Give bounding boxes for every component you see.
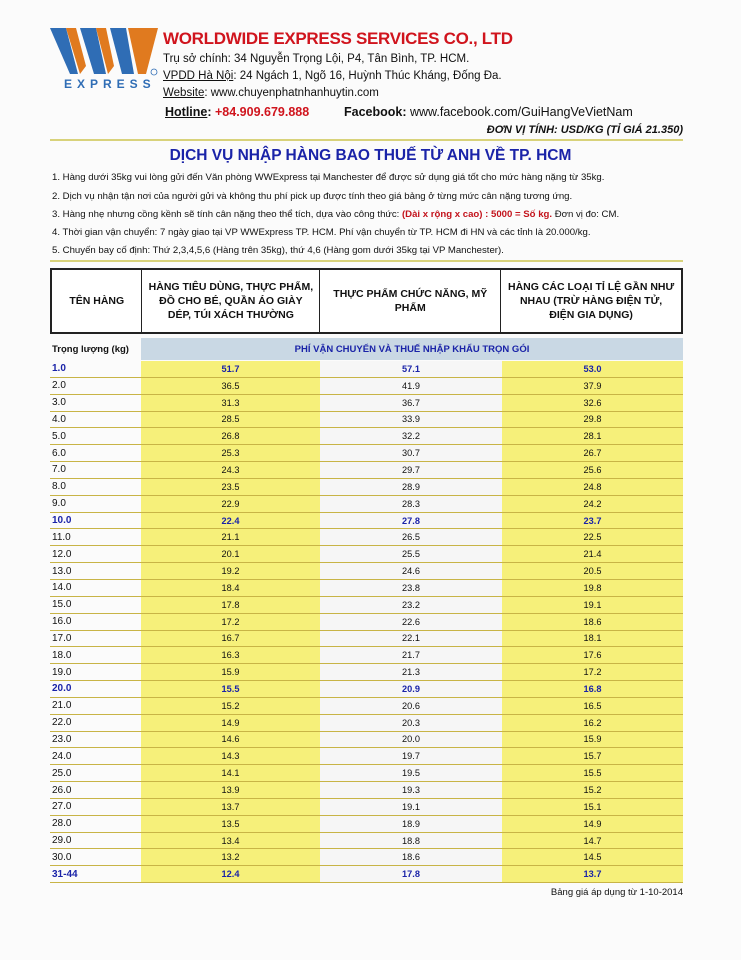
supplement-price-cell: 22.1 — [320, 631, 502, 647]
table-row — [50, 816, 683, 833]
table-row — [50, 546, 683, 563]
note-2: 2. Dịch vụ nhận tận nơi của người gửi và không thu phí pick up được tính theo giá bảng ở từng mức cân nặng tương ứng. — [52, 191, 573, 202]
supplement-price-cell: 25.5 — [320, 546, 502, 562]
weight-cell: 23.0 — [52, 733, 72, 745]
consumer-price-cell: 25.3 — [141, 445, 320, 461]
supplement-price-cell: 20.0 — [320, 732, 502, 748]
consumer-price-cell: 14.9 — [141, 715, 320, 731]
consumer-price-cell: 15.2 — [141, 698, 320, 714]
price-table-body — [50, 361, 683, 883]
consumer-price-cell: 16.3 — [141, 647, 320, 663]
weight-cell: 10.0 — [52, 515, 72, 527]
consumer-price-cell: 17.8 — [141, 597, 320, 613]
supplement-price-cell: 57.1 — [320, 361, 502, 377]
mixed-price-cell: 25.6 — [502, 462, 683, 478]
supplement-price-cell: 36.7 — [320, 395, 502, 411]
weight-cell: 6.0 — [52, 447, 66, 459]
weight-cell: 29.0 — [52, 835, 72, 847]
supplement-price-cell: 27.8 — [320, 513, 502, 529]
hotline-label: Hotline — [165, 105, 208, 119]
table-header — [50, 268, 683, 334]
mixed-price-cell: 20.5 — [502, 563, 683, 579]
table-row — [50, 395, 683, 412]
mixed-price-cell: 18.1 — [502, 631, 683, 647]
table-row — [50, 597, 683, 614]
supplement-price-cell: 19.1 — [320, 799, 502, 815]
note-1: 1. Hàng dưới 35kg vui lòng gửi đến Văn phòng WWExpress tại Manchester để được sử dụng giá tốt cho mức hàng nặng từ 35kg. — [52, 172, 605, 183]
consumer-price-cell: 17.2 — [141, 614, 320, 630]
table-row — [50, 445, 683, 462]
logo-wordmark: EXPRESS — [64, 77, 156, 91]
facebook-label: Facebook: — [344, 105, 407, 119]
facebook — [344, 105, 633, 119]
mixed-price-cell: 24.2 — [502, 496, 683, 512]
unit-note: ĐƠN VỊ TÍNH: USD/KG (TỈ GIÁ 21.350) — [486, 124, 683, 136]
supplement-price-cell: 18.9 — [320, 816, 502, 832]
website-link[interactable]: : www.chuyenphatnhanhuytin.com — [204, 87, 379, 99]
section-row — [50, 338, 683, 360]
supplement-price-cell: 20.6 — [320, 698, 502, 714]
consumer-price-cell: 22.9 — [141, 496, 320, 512]
table-row — [50, 412, 683, 429]
mixed-price-cell: 15.9 — [502, 732, 683, 748]
weight-cell: 1.0 — [52, 363, 66, 375]
table-row — [50, 361, 683, 378]
table-row — [50, 833, 683, 850]
table-row — [50, 563, 683, 580]
table-row — [50, 698, 683, 715]
weight-cell: 31-44 — [52, 868, 78, 880]
weight-cell: 27.0 — [52, 801, 72, 813]
consumer-price-cell: 19.2 — [141, 563, 320, 579]
consumer-price-cell: 15.5 — [141, 681, 320, 697]
mixed-price-cell: 15.2 — [502, 782, 683, 798]
supplement-price-cell: 41.9 — [320, 378, 502, 394]
hanoi-office — [163, 70, 502, 82]
mixed-price-cell: 21.4 — [502, 546, 683, 562]
mixed-price-cell: 15.5 — [502, 765, 683, 781]
mixed-price-cell: 15.1 — [502, 799, 683, 815]
weight-cell: 12.0 — [52, 548, 72, 560]
table-row — [50, 647, 683, 664]
consumer-price-cell: 21.1 — [141, 529, 320, 545]
supplement-price-cell: 28.3 — [320, 496, 502, 512]
supplement-price-cell: 26.5 — [320, 529, 502, 545]
divider — [50, 139, 683, 141]
note-5: 5. Chuyến bay cố định: Thứ 2,3,4,5,6 (Hàng trên 35kg), thứ 4,6 (Hàng gom dưới 35kg tại VP Manchester). — [52, 245, 504, 256]
table-row — [50, 479, 683, 496]
consumer-price-cell: 28.5 — [141, 412, 320, 428]
weight-cell: 14.0 — [52, 582, 72, 594]
consumer-price-cell: 31.3 — [141, 395, 320, 411]
table-row — [50, 378, 683, 395]
consumer-price-cell: 13.7 — [141, 799, 320, 815]
table-row — [50, 580, 683, 597]
table-row — [50, 529, 683, 546]
supplement-price-cell: 21.3 — [320, 664, 502, 680]
supplement-price-cell: 21.7 — [320, 647, 502, 663]
mixed-price-cell: 23.7 — [502, 513, 683, 529]
hotline-number[interactable]: +84.909.679.888 — [215, 105, 310, 119]
note-4: 4. Thời gian vận chuyển: 7 ngày giao tại VP WWExpress TP. HCM. Phí vận chuyển từ TP. HCM đi HN và các tỉnh là 20.000/kg. — [52, 227, 591, 238]
weight-cell: 30.0 — [52, 851, 72, 863]
weight-cell: 25.0 — [52, 767, 72, 779]
mixed-price-cell: 18.6 — [502, 614, 683, 630]
mixed-price-cell: 16.5 — [502, 698, 683, 714]
consumer-price-cell: 13.5 — [141, 816, 320, 832]
effective-date: Bảng giá áp dụng từ 1-10-2014 — [550, 887, 683, 898]
company-name: WORLDWIDE EXPRESS SERVICES CO., LTD — [163, 29, 513, 48]
table-row — [50, 715, 683, 732]
mixed-price-cell: 14.5 — [502, 849, 683, 865]
weight-cell: 3.0 — [52, 397, 66, 409]
table-row — [50, 614, 683, 631]
mixed-price-cell: 22.5 — [502, 529, 683, 545]
supplement-price-cell: 17.8 — [320, 866, 502, 882]
consumer-price-cell: 36.5 — [141, 378, 320, 394]
consumer-price-cell: 13.9 — [141, 782, 320, 798]
mixed-price-cell: 37.9 — [502, 378, 683, 394]
weight-cell: 8.0 — [52, 481, 66, 493]
supplement-price-cell: 22.6 — [320, 614, 502, 630]
mixed-price-cell: 19.1 — [502, 597, 683, 613]
supplement-price-cell: 18.8 — [320, 833, 502, 849]
consumer-price-cell: 26.8 — [141, 428, 320, 444]
weight-cell: 15.0 — [52, 599, 72, 611]
mixed-price-cell: 26.7 — [502, 445, 683, 461]
consumer-price-cell: 24.3 — [141, 462, 320, 478]
consumer-price-cell: 14.1 — [141, 765, 320, 781]
weight-cell: 21.0 — [52, 700, 72, 712]
consumer-price-cell: 18.4 — [141, 580, 320, 596]
supplement-price-cell: 20.9 — [320, 681, 502, 697]
supplement-price-cell: 19.3 — [320, 782, 502, 798]
mixed-price-cell: 16.8 — [502, 681, 683, 697]
header-consumer-goods: HÀNG TIÊU DÙNG, THỰC PHẨM, ĐỒ CHO BÉ, QUẦN ÁO GIÀY DÉP, TÚI XÁCH THƯỜNG — [142, 270, 320, 332]
table-row — [50, 748, 683, 765]
note-3-tail: Đơn vị đo: CM. — [552, 209, 620, 220]
supplement-price-cell: 23.2 — [320, 597, 502, 613]
header-mixed-goods: HÀNG CÁC LOẠI TỈ LỆ GẦN NHƯ NHAU (TRỪ HÀNG ĐIỆN TỬ, ĐIỆN GIA DỤNG) — [507, 281, 675, 321]
supplement-price-cell: 23.8 — [320, 580, 502, 596]
weight-cell: 20.0 — [52, 683, 72, 695]
table-row — [50, 849, 683, 866]
table-row — [50, 428, 683, 445]
weight-cell: 4.0 — [52, 413, 66, 425]
head-office: Trụ sở chính: 34 Nguyễn Trọng Lội, P4, Tân Bình, TP. HCM. — [163, 53, 470, 65]
website-label: Website — [163, 87, 205, 99]
weight-cell: 28.0 — [52, 818, 72, 830]
note-3-formula: (Dài x rộng x cao) : 5000 = Số kg. — [401, 209, 553, 220]
divider — [50, 260, 683, 262]
weight-cell: 17.0 — [52, 632, 72, 644]
table-row — [50, 462, 683, 479]
supplement-price-cell: 19.7 — [320, 748, 502, 764]
supplement-price-cell: 20.3 — [320, 715, 502, 731]
supplement-price-cell: 24.6 — [320, 563, 502, 579]
mixed-price-cell: 28.1 — [502, 428, 683, 444]
consumer-price-cell: 15.9 — [141, 664, 320, 680]
supplement-price-cell: 18.6 — [320, 849, 502, 865]
table-row — [50, 799, 683, 816]
mixed-price-cell: 14.9 — [502, 816, 683, 832]
mixed-price-cell: 17.2 — [502, 664, 683, 680]
mixed-price-cell: 32.6 — [502, 395, 683, 411]
table-row — [50, 732, 683, 749]
table-row — [50, 782, 683, 799]
consumer-price-cell: 22.4 — [141, 513, 320, 529]
mixed-price-cell: 24.8 — [502, 479, 683, 495]
consumer-price-cell: 14.6 — [141, 732, 320, 748]
consumer-price-cell: 51.7 — [141, 361, 320, 377]
consumer-price-cell: 13.2 — [141, 849, 320, 865]
note-3 — [52, 209, 619, 220]
table-row — [50, 664, 683, 681]
hanoi-label: VPDD Hà Nội — [163, 70, 234, 82]
table-row — [50, 631, 683, 648]
weight-label: Trọng lượng (kg) — [52, 343, 129, 355]
supplement-price-cell: 30.7 — [320, 445, 502, 461]
mixed-price-cell: 14.7 — [502, 833, 683, 849]
supplement-price-cell: 29.7 — [320, 462, 502, 478]
hotline: Hotline: +84.909.679.888 — [165, 105, 310, 119]
mixed-price-cell: 16.2 — [502, 715, 683, 731]
supplement-price-cell: 33.9 — [320, 412, 502, 428]
weight-cell: 19.0 — [52, 666, 72, 678]
weight-cell: 7.0 — [52, 464, 66, 476]
weight-cell: 16.0 — [52, 616, 72, 628]
supplement-price-cell: 28.9 — [320, 479, 502, 495]
supplement-price-cell: 19.5 — [320, 765, 502, 781]
mixed-price-cell: 13.7 — [502, 866, 683, 882]
weight-cell: 5.0 — [52, 430, 66, 442]
mixed-price-cell: 15.7 — [502, 748, 683, 764]
mixed-price-cell: 17.6 — [502, 647, 683, 663]
consumer-price-cell: 20.1 — [141, 546, 320, 562]
facebook-link[interactable]: www.facebook.com/GuiHangVeVietNam — [410, 105, 633, 119]
website-line — [163, 87, 379, 99]
weight-cell: 11.0 — [52, 531, 71, 543]
consumer-price-cell: 23.5 — [141, 479, 320, 495]
section-label: PHÍ VẬN CHUYỂN VÀ THUẾ NHẬP KHẨU TRỌN GÓI — [141, 338, 683, 360]
supplement-price-cell: 32.2 — [320, 428, 502, 444]
mixed-price-cell: 29.8 — [502, 412, 683, 428]
mixed-price-cell: 53.0 — [502, 361, 683, 377]
consumer-price-cell: 12.4 — [141, 866, 320, 882]
consumer-price-cell: 16.7 — [141, 631, 320, 647]
table-row — [50, 866, 683, 883]
consumer-price-cell: 13.4 — [141, 833, 320, 849]
table-row — [50, 496, 683, 513]
table-row — [50, 681, 683, 698]
header-supplements-cosmetics: THỰC PHẨM CHỨC NĂNG, MỸ PHẨM — [320, 270, 501, 332]
weight-cell: 22.0 — [52, 717, 72, 729]
weight-cell: 24.0 — [52, 750, 72, 762]
table-row — [50, 765, 683, 782]
weight-cell: 13.0 — [52, 565, 72, 577]
weight-cell: 18.0 — [52, 649, 72, 661]
weight-cell: 2.0 — [52, 380, 66, 392]
table-row — [50, 513, 683, 530]
hanoi-address: : 24 Ngách 1, Ngõ 16, Huỳnh Thúc Kháng, Đống Đa. — [233, 70, 502, 82]
note-3-text: 3. Hàng nhẹ nhưng cồng kềnh sẽ tính cân nặng theo thể tích, dựa vào công thức: — [52, 209, 402, 220]
weight-cell: 26.0 — [52, 784, 72, 796]
mixed-price-cell: 19.8 — [502, 580, 683, 596]
page-title: DỊCH VỤ NHẬP HÀNG BAO THUẾ TỪ ANH VỀ TP. HCM — [169, 147, 572, 164]
consumer-price-cell: 14.3 — [141, 748, 320, 764]
header-item-name: TÊN HÀNG — [52, 270, 142, 332]
weight-cell: 9.0 — [52, 498, 66, 510]
